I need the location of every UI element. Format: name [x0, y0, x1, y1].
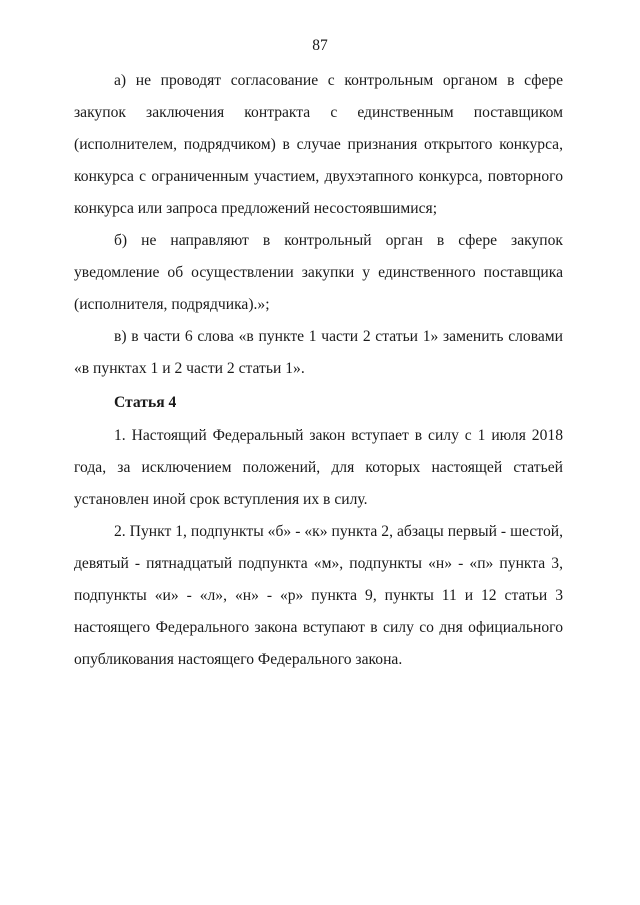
article-paragraph-1: 1. Настоящий Федеральный закон вступает в силу с 1 июля 2018 года, за исключением положений, для которых настоящей статьей установлен иной срок вступления их в силу. — [74, 427, 563, 508]
article-heading: Статья 4 — [114, 394, 177, 411]
paragraph-b: б) не направляют в контрольный орган в сфере закупок уведомление об осуществлении закупки у единственного поставщика (исполнителя, подрядчика).»; — [74, 232, 563, 313]
article-paragraph-2: 2. Пункт 1, подпункты «б» - «к» пункта 2, абзацы первый - шестой, девятый - пятнадцатый подпункта «м», подпункты «н» - «п» пункта 3, подпункты «и» - «л», «н» - «р» пункта 9, пункты 11 и 12 статьи 3 настоящего Федерального закона вступают в силу со дня официального опубликования настоящего Федерального закона. — [74, 523, 563, 668]
paragraph-v: в) в части 6 слова «в пункте 1 части 2 статьи 1» заменить словами «в пунктах 1 и 2 части 2 статьи 1». — [74, 328, 563, 377]
document-body — [74, 65, 563, 676]
page-number: 87 — [312, 37, 328, 54]
paragraph-a: а) не проводят согласование с контрольным органом в сфере закупок заключения контракта с единственным поставщиком (исполнителем, подрядчиком) в случае признания открытого конкурса, конкурса с ограниченным участием, двухэтапного конкурса, повторного конкурса или запроса предложений несостоявшимися; — [74, 72, 563, 217]
